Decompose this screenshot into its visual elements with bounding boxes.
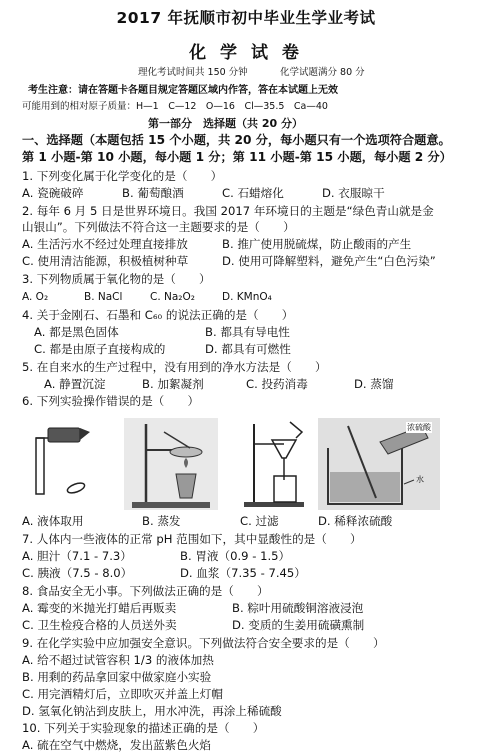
q5-stem: 5. 在自来水的生产过程中，没有用到的净水方法是（ ） (22, 360, 327, 374)
q3-option-b: B. NaCl (84, 291, 123, 303)
q7-option-a: A. 胆汁（7.1 - 7.3） (22, 549, 132, 563)
q3-option-d: D. KMnO₄ (222, 291, 272, 303)
exam-title: 2017 年抚顺市初中毕业生学业考试 (116, 9, 376, 27)
atomic-mass-line: 可能用到的相对原子质量：H—1 C—12 O—16 Cl—35.5 Ca—40 (22, 101, 328, 112)
q1-option-d: D. 衣服晾干 (322, 186, 385, 200)
q6-option-c: C. 过滤 (240, 514, 279, 528)
q8-option-a: A. 霉变的米抛光打蜡后再贩卖 (22, 601, 177, 615)
q3-stem: 3. 下列物质属于氧化物的是（ ） (22, 272, 211, 286)
q2-option-d: D. 使用可降解塑料，避免产生“白色污染” (222, 254, 436, 268)
q7-option-d: D. 血浆（7.35 - 7.45） (180, 566, 306, 580)
q4-option-b: B. 都具有导电性 (205, 325, 290, 339)
q4-option-c: C. 都是由原子直接构成的 (34, 342, 166, 356)
q5-option-c: C. 投药消毒 (246, 377, 308, 391)
section-heading-line2: 第 1 小题-第 10 小题，每小题 1 分；第 11 小题-第 15 小题，每小题 2 分） (22, 150, 452, 164)
q3-option-c: C. Na₂O₂ (150, 291, 195, 303)
part-heading: 第一部分 选择题（共 20 分） (148, 117, 303, 130)
q5-option-d: D. 蒸馏 (354, 377, 394, 391)
q2-option-b: B. 推广使用脱硫煤，防止酸雨的产生 (222, 237, 412, 251)
time-info: 理化考试时间共 150 分钟 (138, 67, 248, 78)
q8-stem: 8. 食品安全无小事。下列做法正确的是（ ） (22, 584, 269, 598)
q4-stem: 4. 关于金刚石、石墨和 C₆₀ 的说法正确的是（ ） (22, 308, 294, 322)
q2-option-a: A. 生活污水不经过处理直接排放 (22, 237, 188, 251)
q1-option-b: B. 葡萄酿酒 (122, 186, 184, 200)
q7-option-b: B. 胃液（0.9 - 1.5） (180, 549, 291, 563)
q9-stem: 9. 在化学实验中应加强安全意识。下列做法符合安全要求的是（ ） (22, 636, 385, 650)
q10-option-a: A. 硫在空气中燃烧，发出蓝紫色火焰 (22, 738, 212, 752)
label-concentrated-acid: 浓硫酸 (407, 423, 431, 432)
q9-option-a: A. 给不超过试管容积 1/3 的液体加热 (22, 653, 214, 667)
exam-subtitle: 化 学 试 卷 (189, 43, 303, 63)
label-water: 水 (416, 475, 424, 484)
q8-option-d: D. 变质的生姜用硫磺熏制 (232, 618, 365, 632)
q6-option-a: A. 液体取用 (22, 514, 84, 528)
q10-stem: 10. 下列关于实验现象的描述正确的是（ ） (22, 721, 265, 735)
q6-option-b: B. 蒸发 (142, 514, 181, 528)
q2-stem-line1: 2. 每年 6 月 5 日是世界环境日。我国 2017 年环境日的主题是“绿色青山就是金 (22, 204, 434, 218)
q4-option-a: A. 都是黑色固体 (34, 325, 119, 339)
q9-option-d: D. 氢氧化钠沾到皮肤上，用水冲洗，再涂上稀硫酸 (22, 704, 282, 718)
q1-option-c: C. 石蜡熔化 (222, 186, 284, 200)
q2-option-c: C. 使用清洁能源，积极植树种草 (22, 254, 189, 268)
q7-stem: 7. 人体内一些液体的正常 pH 范围如下，其中显酸性的是（ ） (22, 532, 362, 546)
q1-option-a: A. 瓷碗破碎 (22, 186, 84, 200)
q1-stem: 1. 下列变化属于化学变化的是（ ） (22, 169, 223, 183)
q8-option-c: C. 卫生检疫合格的人员送外卖 (22, 618, 177, 632)
q9-option-c: C. 用完酒精灯后，立即吹灭并盖上灯帽 (22, 687, 223, 701)
q7-option-c: C. 胰液（7.5 - 8.0） (22, 566, 133, 580)
q5-option-b: B. 加絮凝剂 (142, 377, 204, 391)
q6-option-d: D. 稀释浓硫酸 (318, 514, 393, 528)
q5-option-a: A. 静置沉淀 (44, 377, 106, 391)
figure-dilute-acid (318, 418, 440, 510)
section-heading-line1: 一、选择题（本题包括 15 个小题，共 20 分，每小题只有一个选项符合题意。 (22, 133, 451, 147)
figure-liquid-pouring (18, 418, 118, 508)
q9-option-b: B. 用剩的药品拿回家中做家庭小实验 (22, 670, 212, 684)
figure-filtration (240, 418, 312, 510)
notice: 考生注意：请在答题卡各题目规定答题区域内作答，答在本试题上无效 (28, 85, 338, 96)
score-info: 化学试题满分 80 分 (280, 67, 365, 78)
q8-option-b: B. 粽叶用硫酸铜溶液浸泡 (232, 601, 364, 615)
q2-stem-line2: 山银山”。下列做法不符合这一主题要求的是（ ） (22, 220, 295, 234)
q3-option-a: A. O₂ (22, 291, 49, 303)
q4-option-d: D. 都具有可燃性 (205, 342, 291, 356)
q6-stem: 6. 下列实验操作错误的是（ ） (22, 394, 200, 408)
figure-evaporation (124, 418, 218, 510)
